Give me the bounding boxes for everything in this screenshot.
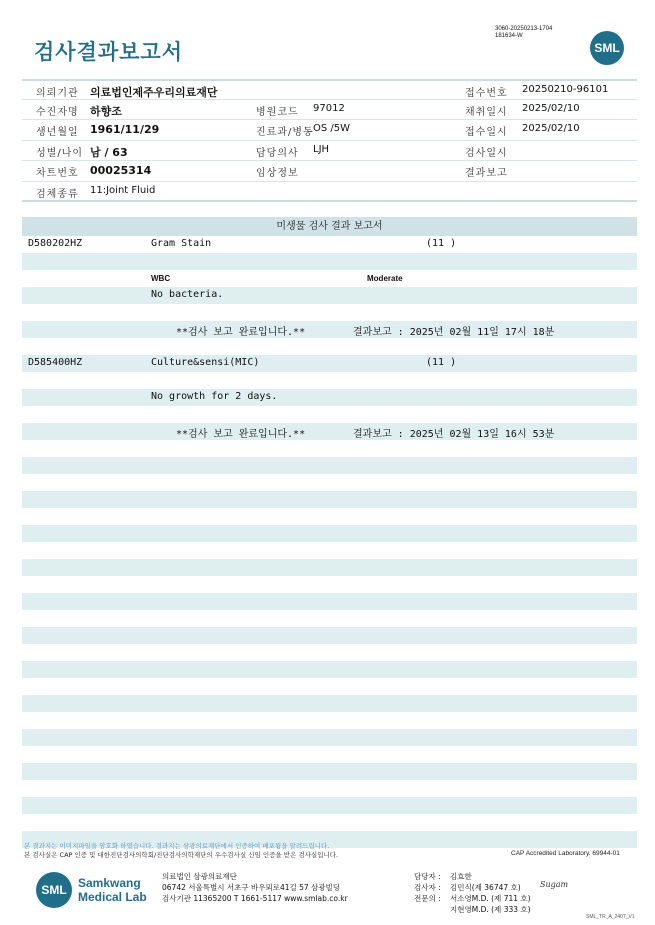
page-title: 검사결과보고서 <box>34 40 184 64</box>
info-label: 검사일시 <box>465 147 508 159</box>
info-row <box>22 182 637 203</box>
report-line <box>22 797 637 814</box>
report-line <box>22 457 637 474</box>
info-label: 채취일시 <box>465 106 508 118</box>
signature: Sugam <box>540 880 569 889</box>
report-line <box>22 780 637 797</box>
footer-address: 의료법인 삼광의료재단 06742 서울특별시 서초구 바우뫼로41길 57 삼광빌딩 검사기관 11365200 T 1661-5117 www.smlab.co.kr <box>162 872 348 903</box>
result-text: No bacteria. <box>151 289 224 300</box>
report-line <box>22 372 637 389</box>
report-line <box>22 610 637 627</box>
sml-logo: SML <box>590 31 624 65</box>
footer-note-blue: 본 결과지는 이미지파일을 암호화 하였습니다. 결과지는 삼광의료재단에서 인증하여 배포됨을 알려드립니다. <box>24 842 330 850</box>
report-heading: 미생물 검사 결과 보고서 <box>22 217 637 236</box>
info-label: 성별/나이 <box>36 147 84 159</box>
info-row <box>22 161 637 182</box>
info-value: 의료법인제주우리의료재단 <box>90 86 218 99</box>
test-code: D585400HZ <box>28 357 83 368</box>
footer-staff: 담당자 : 김효한 검사자 : 김민식(제 36747 호) 전문의 : 서소영M.D. (제 711 호) 지현영M.D. (제 333 호) <box>414 872 531 914</box>
info-label: 임상정보 <box>256 168 299 179</box>
info-label: 의뢰기관 <box>36 88 79 99</box>
info-value: 20250210-96101 <box>522 84 609 95</box>
info-label: 담당의사 <box>256 147 299 159</box>
info-label: 수진자명 <box>36 106 79 118</box>
wbc-value: Moderate <box>367 274 403 283</box>
test-name: Culture&sensi(MIC) <box>151 357 260 368</box>
report-line <box>22 236 637 253</box>
info-value: 97012 <box>313 102 345 114</box>
report-line <box>22 576 637 593</box>
report-line <box>22 304 637 321</box>
cap-accreditation: CAP Accredited Laboratory. 69944-01 <box>511 850 620 857</box>
report-complete: **검사 보고 완료입니다.** <box>176 429 306 440</box>
report-complete: **검사 보고 완료입니다.** <box>176 327 306 338</box>
test-name: Gram Stain <box>151 238 212 249</box>
report-line <box>22 287 637 304</box>
info-value: 하향조 <box>90 104 122 118</box>
report-section <box>22 217 637 848</box>
report-line <box>22 661 637 678</box>
report-line <box>22 559 637 576</box>
report-line <box>22 270 637 287</box>
report-line <box>22 746 637 763</box>
footer-note: 본 검사실은 CAP 인증 및 대한진단검사의학회/진단검사의학재단의 우수검사실 신임 인증을 받은 검사실입니다. <box>24 851 339 859</box>
info-label: 접수일시 <box>465 127 508 138</box>
report-line <box>22 423 637 440</box>
report-line <box>22 355 637 372</box>
report-line <box>22 406 637 423</box>
test-qty: (11 ) <box>426 238 457 249</box>
info-value: 남 / 63 <box>90 145 128 159</box>
info-label: 접수번호 <box>465 88 508 99</box>
report-line <box>22 253 637 270</box>
report-line <box>22 440 637 457</box>
report-line <box>22 491 637 508</box>
info-label: 결과보고 <box>465 168 508 179</box>
info-value: 00025314 <box>90 164 152 177</box>
form-code: SML_TR_A_2407_V1 <box>586 914 635 920</box>
test-qty: (11 ) <box>426 357 457 368</box>
test-code: D580202HZ <box>28 238 83 249</box>
info-row <box>22 100 637 121</box>
report-line <box>22 525 637 542</box>
document-id: 3060-20250213-1704 181634-W <box>495 26 553 39</box>
report-line <box>22 593 637 610</box>
info-label: 진료과/병동 <box>256 127 314 138</box>
info-label: 검체종류 <box>36 188 79 200</box>
info-value: 1961/11/29 <box>90 123 160 136</box>
info-label: 병원코드 <box>256 106 299 118</box>
report-line <box>22 695 637 712</box>
report-lines <box>22 236 637 848</box>
report-time: 결과보고 : 2025년 02월 11일 17시 18분 <box>353 327 555 338</box>
report-line <box>22 542 637 559</box>
footer-brand: Samkwang Medical Lab <box>78 876 147 904</box>
report-line <box>22 644 637 661</box>
report-line <box>22 508 637 525</box>
report-line <box>22 321 637 338</box>
info-label: 생년월일 <box>36 127 79 138</box>
report-line <box>22 814 637 831</box>
report-line <box>22 474 637 491</box>
info-label: 차트번호 <box>36 168 79 179</box>
wbc-label: WBC <box>151 274 171 283</box>
report-line <box>22 338 637 355</box>
info-value: 11:Joint Fluid <box>90 184 156 196</box>
footer-logo: SML <box>36 872 72 908</box>
report-line <box>22 678 637 695</box>
report-line <box>22 627 637 644</box>
report-line <box>22 712 637 729</box>
report-line <box>22 389 637 406</box>
result-text: No growth for 2 days. <box>151 391 278 402</box>
report-line <box>22 763 637 780</box>
info-value: OS /5W <box>313 123 351 134</box>
info-value: 2025/02/10 <box>522 102 580 114</box>
patient-info-table <box>22 79 637 202</box>
info-value: 2025/02/10 <box>522 123 580 134</box>
report-time: 결과보고 : 2025년 02월 13일 16시 53분 <box>353 429 555 440</box>
info-row <box>22 79 637 100</box>
info-row <box>22 141 637 162</box>
info-row <box>22 120 637 141</box>
info-value: LJH <box>313 143 330 155</box>
report-line <box>22 729 637 746</box>
